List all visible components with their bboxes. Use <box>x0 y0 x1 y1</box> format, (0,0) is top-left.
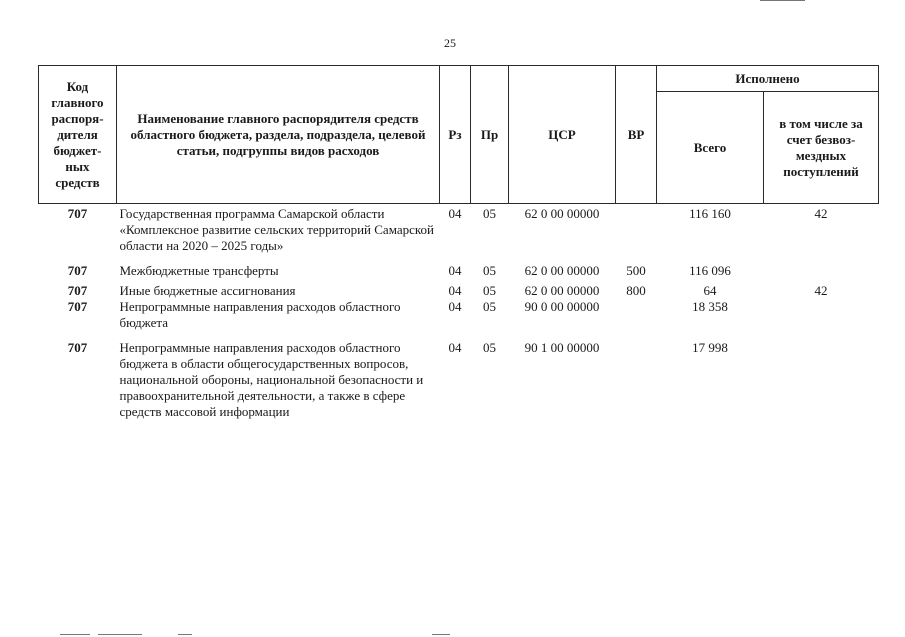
row-rz: 04 <box>448 206 462 221</box>
row-pr: 05 <box>483 340 496 355</box>
row-csr: 62 0 00 00000 <box>524 263 600 278</box>
row-name: Государственная программа Самарской области «Комплексное развитие сельских территорий Самарской области на 2020 – 2025 годы» <box>119 206 434 253</box>
row-vr: 800 <box>626 283 646 298</box>
budget-table <box>38 65 879 420</box>
row-vr <box>616 204 657 255</box>
scan-edge-mark <box>432 634 450 635</box>
row-gratuitous <box>764 331 879 420</box>
row-name: Непрограммные направления расходов областного бюджета <box>119 299 401 330</box>
row-csr: 62 0 00 00000 <box>524 206 600 221</box>
row-csr: 90 0 00 00000 <box>524 299 600 314</box>
table-row <box>39 254 879 279</box>
row-code: 707 <box>67 340 88 355</box>
row-total: 116 096 <box>689 263 731 278</box>
row-total: 17 998 <box>692 340 728 355</box>
header-csr: ЦСР <box>509 66 616 204</box>
scan-edge-mark <box>60 634 90 635</box>
header-total: Всего <box>657 92 764 204</box>
row-code: 707 <box>67 263 88 278</box>
header-rz: Рз <box>440 66 471 204</box>
header-executed: Исполнено <box>657 66 879 92</box>
row-name: Межбюджетные трансферты <box>119 263 279 278</box>
row-gratuitous <box>764 254 879 279</box>
row-rz: 04 <box>448 340 462 355</box>
row-code: 707 <box>67 206 88 221</box>
row-total: 116 160 <box>689 206 731 221</box>
header-vr: ВР <box>616 66 657 204</box>
row-gratuitous: 42 <box>814 206 828 221</box>
row-rz: 04 <box>448 299 462 314</box>
header-pr: Пр <box>471 66 509 204</box>
scan-edge-mark <box>760 0 805 1</box>
row-code: 707 <box>67 299 88 314</box>
header-code: Код главного распоря-дителя бюджет-ных средств <box>39 66 117 204</box>
row-csr: 90 1 00 00000 <box>524 340 600 355</box>
row-pr: 05 <box>483 299 496 314</box>
row-total: 64 <box>703 283 717 298</box>
row-rz: 04 <box>448 263 462 278</box>
header-gratuitous: в том числе за счет безвоз-мездных поступлений <box>764 92 879 204</box>
row-gratuitous <box>764 299 879 331</box>
table-row <box>39 204 879 255</box>
row-pr: 05 <box>483 206 496 221</box>
row-pr: 05 <box>483 263 496 278</box>
table-row <box>39 299 879 331</box>
row-vr: 500 <box>626 263 646 278</box>
row-name: Иные бюджетные ассигнования <box>119 283 296 298</box>
row-code: 707 <box>67 283 88 298</box>
row-pr: 05 <box>483 283 496 298</box>
table-row <box>39 331 879 420</box>
scan-edge-mark <box>98 634 142 635</box>
page-number: 25 <box>444 36 456 50</box>
table-row <box>39 279 879 299</box>
row-total: 18 358 <box>692 299 728 314</box>
row-vr <box>616 299 657 331</box>
scan-edge-mark <box>178 634 192 635</box>
row-name: Непрограммные направления расходов областного бюджета в области общегосударственных вопросов, национальной обороны, национальной безопасности и правоохранительной деятельности, а также в сфере средств массовой информации <box>119 340 424 419</box>
row-gratuitous: 42 <box>814 283 828 298</box>
row-csr: 62 0 00 00000 <box>524 283 600 298</box>
row-vr <box>616 331 657 420</box>
row-rz: 04 <box>448 283 462 298</box>
header-name: Наименование главного распорядителя средств областного бюджета, раздела, подраздела, целевой статьи, подгруппы видов расходов <box>117 66 440 204</box>
